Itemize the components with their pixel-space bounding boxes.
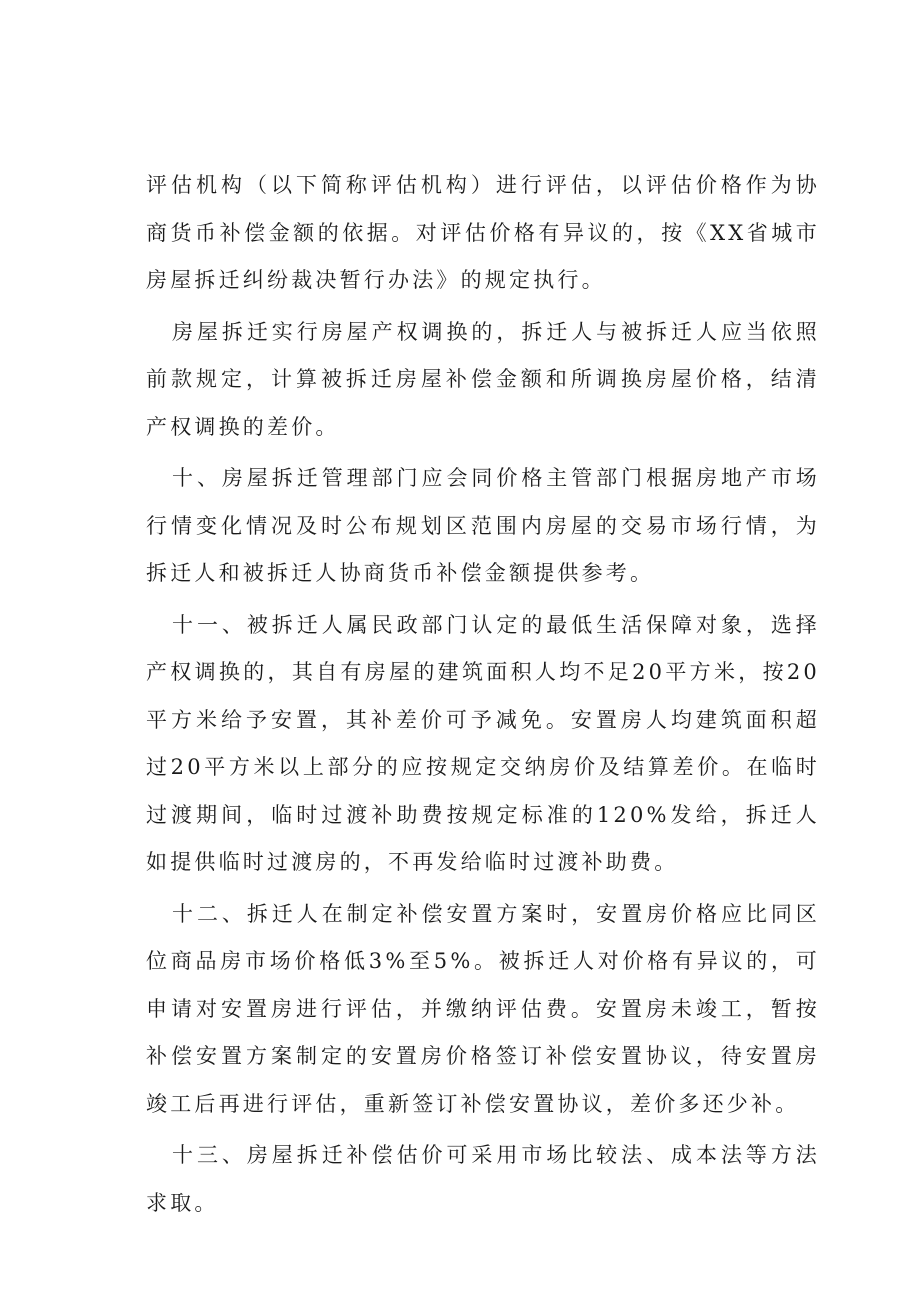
document-body bbox=[146, 162, 820, 1231]
paragraph-continuation: 评估机构（以下简称评估机构）进行评估，以评估价格作为协商货币补偿金额的依据。对评估价格有异议的，按《XX省城市房屋拆迁纠纷裁决暂行办法》的规定执行。 bbox=[146, 173, 820, 292]
paragraph-article-12: 十二、拆迁人在制定补偿安置方案时，安置房价格应比同区位商品房市场价格低3%至5%。被拆迁人对价格有异议的，可申请对安置房进行评估，并缴纳评估费。安置房未竣工，暂按补偿安置方案制定的安置房价格签订补偿安置协议，待安置房竣工后再进行评估，重新签订补偿安置协议，差价多还少补。 bbox=[146, 901, 820, 1116]
paragraph-article-13: 十三、房屋拆迁补偿估价可采用市场比较法、成本法等方法求取。 bbox=[146, 1143, 820, 1215]
paragraph-article-10: 十、房屋拆迁管理部门应会同价格主管部门根据房地产市场行情变化情况及时公布规划区范围内房屋的交易市场行情，为拆迁人和被拆迁人协商货币补偿金额提供参考。 bbox=[146, 466, 820, 585]
paragraph-property-exchange: 房屋拆迁实行房屋产权调换的，拆迁人与被拆迁人应当依照前款规定，计算被拆迁房屋补偿金额和所调换房屋价格，结清产权调换的差价。 bbox=[146, 319, 820, 439]
paragraph-article-11: 十一、被拆迁人属民政部门认定的最低生活保障对象，选择产权调换的，其自有房屋的建筑面积人均不足20平方米，按20平方米给予安置，其补差价可予减免。安置房人均建筑面积超过20平方米以上部分的应按规定交纳房价及结算差价。在临时过渡期间，临时过渡补助费按规定标准的120%发给，拆迁人如提供临时过渡房的，不再发给临时过渡补助费。 bbox=[146, 612, 820, 874]
